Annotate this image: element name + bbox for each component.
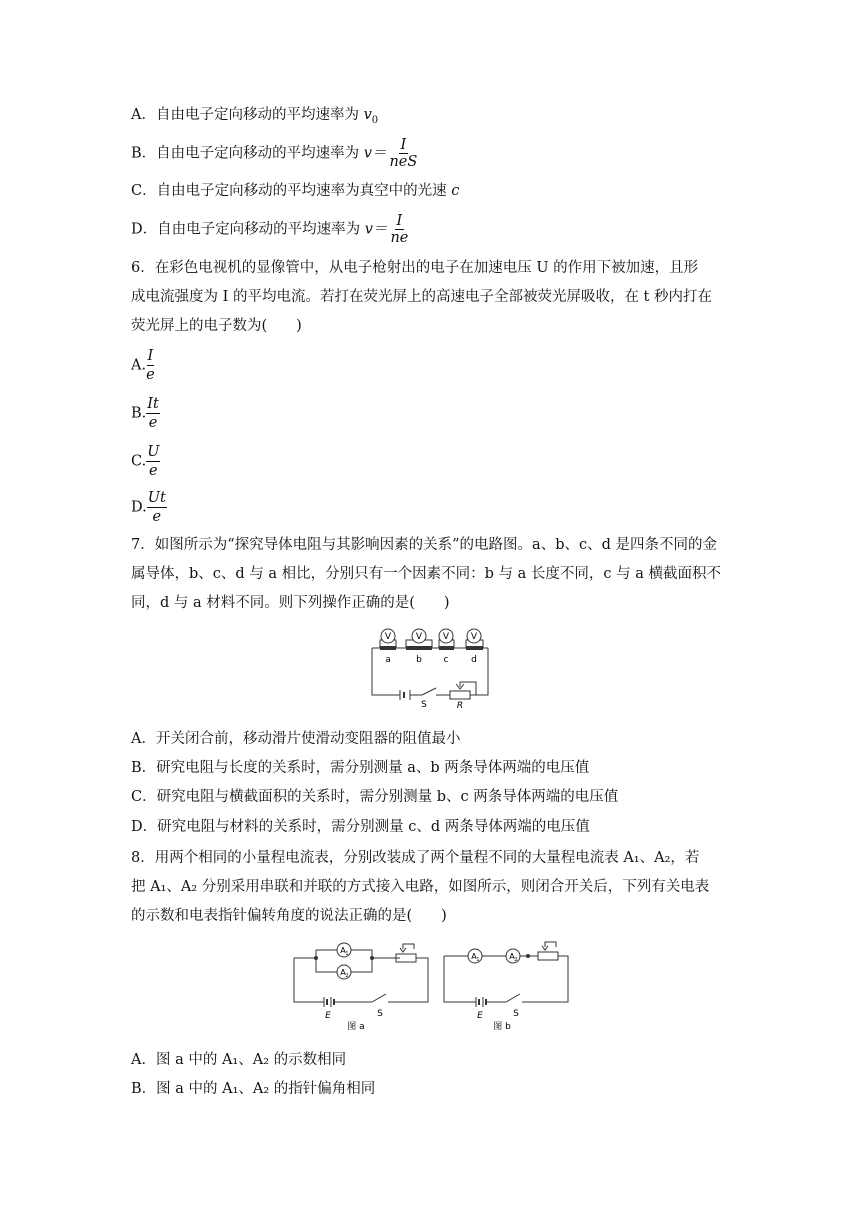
q8-stem-line-2: 把 A₁、A₂ 分别采用串联和并联的方式接入电路，如图所示，则闭合开关后，下列有关电表 (131, 879, 710, 895)
svg-text:V: V (470, 632, 478, 642)
q7-option-b: B．研究电阻与长度的关系时，需分别测量 a、b 两条导体两端的电压值 (131, 760, 590, 776)
q6-stem-line-3: 荧光屏上的电子数为( ) (131, 318, 302, 334)
q5-option-c-text: C．自由电子定向移动的平均速率为真空中的光速 (131, 183, 452, 199)
q5-option-d (131, 213, 410, 246)
q7-stem-line-3: 同，d 与 a 材料不同。则下列操作正确的是( ) (131, 595, 450, 611)
fraction-denominator: neS (389, 154, 418, 170)
q8-circuit-diagram-a (290, 940, 432, 1032)
rheostat-label: R (456, 701, 464, 710)
q5-option-a-var: v (363, 107, 372, 123)
q5-option-a (131, 105, 378, 131)
q5-option-b-fraction (387, 137, 419, 170)
source-label: E (325, 1011, 331, 1021)
q8-option-b: B．图 a 中的 A₁、A₂ 的指针偏角相同 (131, 1081, 376, 1097)
q8-circuit-diagram-b (440, 940, 572, 1032)
fraction-numerator: U (147, 444, 160, 460)
q5-option-c-var: c (451, 183, 460, 199)
svg-text:1: 1 (476, 957, 480, 963)
voltmeter-icon (412, 629, 426, 643)
fraction-numerator: It (147, 396, 159, 412)
q8-stem-line-3: 的示数和电表指针偏转角度的说法正确的是( ) (131, 908, 447, 924)
svg-text:A: A (471, 952, 477, 961)
fraction-denominator: e (146, 367, 155, 383)
q5-option-a-sub: 0 (371, 114, 379, 126)
conductor-label-b: b (416, 655, 422, 665)
option-label: C. (131, 453, 147, 470)
q6-stem-line-2: 成电流强度为 I 的平均电流。若打在荧光屏上的高速电子全部被荧光屏吸收，在 t 秒内打在 (131, 289, 712, 305)
option-label: B. (131, 405, 147, 422)
q8-option-a: A．图 a 中的 A₁、A₂ 的示数相同 (131, 1052, 347, 1068)
option-label: A. (131, 357, 147, 374)
option-fraction (146, 395, 160, 432)
fraction-numerator: I (396, 213, 403, 229)
caption-a: 图 a (347, 1022, 365, 1032)
voltmeter-icon (381, 629, 395, 643)
fraction-denominator: e (152, 509, 162, 525)
svg-text:V: V (442, 632, 450, 642)
fraction-numerator: I (400, 137, 407, 153)
switch-label: S (377, 1009, 383, 1019)
conductor-label-d: d (471, 655, 477, 665)
q5-option-d-eq: v＝ (364, 221, 388, 238)
q7-option-a: A．开关闭合前，移动滑片使滑动变阻器的阻值最小 (131, 731, 461, 747)
q6-option-d (131, 489, 167, 526)
svg-text:V: V (415, 632, 423, 642)
source-label: E (477, 1011, 483, 1021)
q7-option-c: C．研究电阻与横截面积的关系时，需分别测量 b、c 两条导体两端的电压值 (131, 789, 619, 805)
q7-option-d: D．研究电阻与材料的关系时，需分别测量 c、d 两条导体两端的电压值 (131, 819, 590, 835)
fraction-denominator: e (148, 415, 158, 431)
svg-text:A: A (340, 946, 346, 955)
fraction-numerator: Ut (147, 490, 166, 506)
q5-option-b-eq: v＝ (363, 145, 387, 162)
ammeter-a1-icon (337, 943, 351, 957)
q5-option-d-fraction (388, 213, 410, 246)
voltmeter-icon (467, 629, 481, 643)
svg-text:1: 1 (345, 951, 349, 957)
option-label: D. (131, 499, 147, 516)
q5-option-d-text: D．自由电子定向移动的平均速率为 (131, 221, 365, 238)
svg-text:2: 2 (514, 957, 518, 963)
conductor-label-a: a (385, 655, 391, 665)
caption-b: 图 b (493, 1022, 511, 1032)
fraction-numerator: I (147, 348, 154, 364)
option-fraction (147, 489, 167, 526)
voltmeter-icon (439, 629, 453, 643)
ammeter-a1-icon (468, 949, 482, 963)
q7-stem-line-1: 7．如图所示为“探究导体电阻与其影响因素的关系”的电路图。a、b、c、d 是四条不同的金 (131, 537, 717, 553)
q6-option-b (131, 395, 160, 432)
q5-option-c (131, 181, 459, 201)
fraction-denominator: e (149, 463, 158, 479)
q5-option-b (131, 137, 419, 170)
svg-text:V: V (384, 632, 392, 642)
q7-stem-line-2: 属导体，b、c、d 与 a 相比，分别只有一个因素不同：b 与 a 长度不同，c 与 a 横截面积不 (131, 566, 722, 582)
conductor-label-c: c (443, 655, 449, 665)
q7-circuit-diagram (366, 626, 496, 710)
q5-option-b-text: B．自由电子定向移动的平均速率为 (131, 145, 364, 162)
option-fraction (146, 347, 155, 384)
q8-stem-line-1: 8．用两个相同的小量程电流表，分别改装成了两个量程不同的大量程电流表 A₁、A₂，若 (131, 850, 700, 866)
svg-text:2: 2 (345, 973, 349, 979)
switch-label: S (421, 700, 427, 710)
ammeter-a2-icon (506, 949, 520, 963)
q5-option-a-text: A．自由电子定向移动的平均速率为 (131, 107, 364, 123)
q6-option-c (131, 443, 160, 480)
q6-option-a (131, 347, 155, 384)
option-fraction (146, 443, 160, 480)
switch-label: S (513, 1009, 519, 1019)
svg-text:A: A (509, 952, 515, 961)
ammeter-a2-icon (337, 965, 351, 979)
q6-stem-line-1: 6．在彩色电视机的显像管中，从电子枪射出的电子在加速电压 U 的作用下被加速，且形 (131, 260, 699, 276)
svg-text:A: A (340, 968, 346, 977)
fraction-denominator: ne (390, 230, 409, 246)
